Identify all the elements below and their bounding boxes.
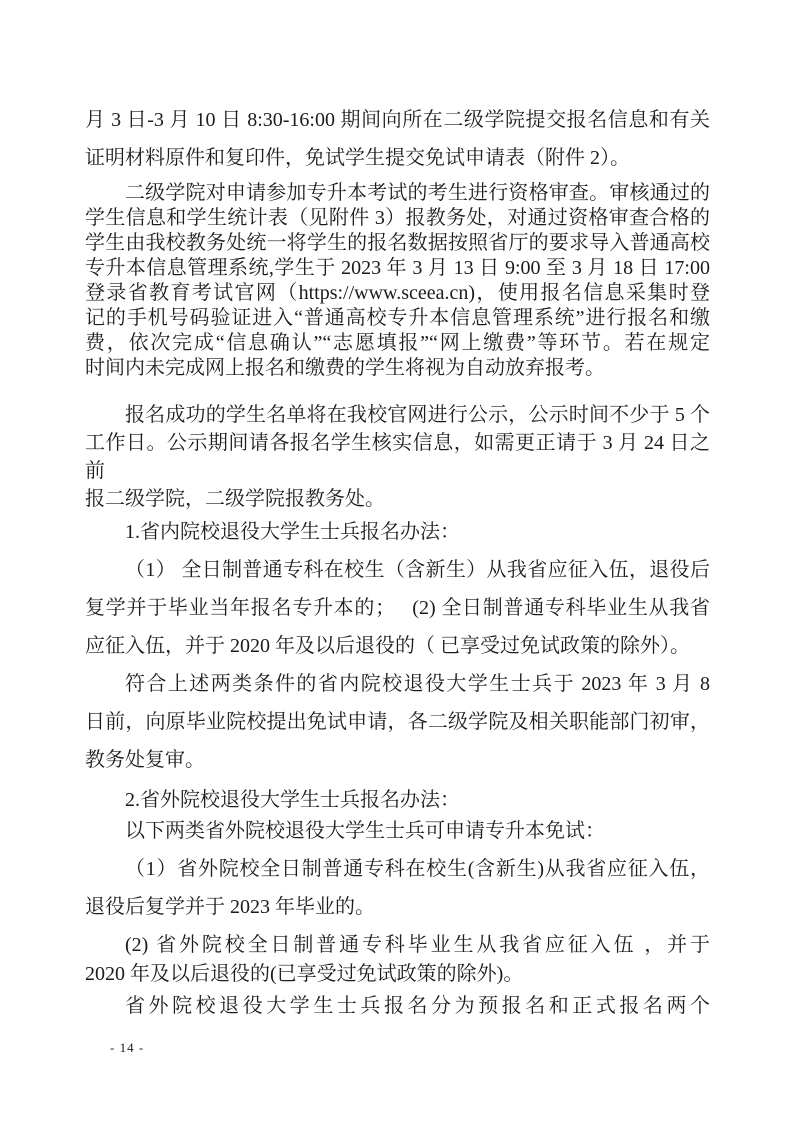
text-line: 登录省教育考试官网（https://www.sceea.cn)，使用报名信息采集时登 xyxy=(85,282,710,304)
para-public-notice xyxy=(85,401,710,513)
text-line: （1）省外院校全日制普通专科在校生(含新生)从我省应征入伍， xyxy=(125,858,710,880)
text-line: 记的手机号码验证进入“普通高校专升本信息管理系统”进行报名和缴 xyxy=(85,307,710,329)
text-line: 证明材料原件和复印件，免试学生提交免试申请表（附件 2）。 xyxy=(85,147,630,169)
text-line: 学生由我校教务处统一将学生的报名数据按照省厅的要求导入普通高校 xyxy=(85,232,710,254)
text-line: 工作日。公示期间请各报名学生核实信息，如需更正请于 3 月 24 日之前 xyxy=(85,432,710,482)
para-out-province-condition-2 xyxy=(85,928,710,986)
heading-item-1-in-province xyxy=(85,513,710,551)
text-line: 费，依次完成“信息确认”“志愿填报”“网上缴费”等环节。若在规定 xyxy=(85,332,710,354)
text-line: 月 3 日-3 月 10 日 8:30-16:00 期间向所在二级学院提交报名信息和有关 xyxy=(85,109,710,131)
text-line: 退役后复学并于 2023 年毕业的。 xyxy=(85,896,375,918)
text-line: 报名成功的学生名单将在我校官网进行公示，公示时间不少于 5 个 xyxy=(125,404,710,426)
para-out-province-two-stages xyxy=(85,989,710,1018)
text-line: 以下两类省外院校退役大学生士兵可申请专升本免试： xyxy=(125,820,605,842)
text-line: 专升本信息管理系统,学生于 2023 年 3 月 13 日 9:00 至 3 月 18 日 17:00 xyxy=(85,257,710,279)
text-line: 应征入伍，并于 2020 年及以后退役的（ 已享受过免试政策的除外）。 xyxy=(85,635,690,657)
para-in-province-apply xyxy=(85,665,710,779)
text-line: 2020 年及以后退役的(已享受过免试政策的除外)。 xyxy=(85,963,524,985)
text-line: 学生信息和学生统计表（见附件 3）报教务处，对通过资格审查合格的 xyxy=(85,207,710,229)
text-line: 复学并于毕业当年报名专升本的； (2) 全日制普通专科毕业生从我省 xyxy=(85,597,710,619)
text-line: 2.省外院校退役大学生士兵报名办法： xyxy=(125,789,460,811)
document-body xyxy=(85,101,710,1018)
text-line: （1） 全日制普通专科在校生（含新生）从我省应征入伍，退役后 xyxy=(125,559,710,581)
text-line: 省外院校退役大学生士兵报名分为预报名和正式报名两个 xyxy=(125,995,710,1017)
text-line: (2) 省外院校全日制普通专科毕业生从我省应征入伍 ，并于 xyxy=(125,934,710,956)
text-line: 日前，向原毕业院校提出免试申请，各二级学院及相关职能部门初审， xyxy=(85,711,710,733)
text-line: 二级学院对申请参加专升本考试的考生进行资格审查。审核通过的 xyxy=(125,182,710,204)
para-qualification-review xyxy=(85,181,710,381)
para-out-province-condition-1 xyxy=(85,850,710,926)
para-out-province-intro xyxy=(85,812,710,850)
page-number: - 14 - xyxy=(110,1040,145,1055)
text-line: 报二级学院，二级学院报教务处。 xyxy=(85,488,385,510)
text-line: 时间内未完成网上报名和缴费的学生将视为自动放弃报考。 xyxy=(85,357,605,379)
text-line: 教务处复审。 xyxy=(85,749,205,771)
text-line: 符合上述两类条件的省内院校退役大学生士兵于 2023 年 3 月 8 xyxy=(125,673,710,695)
heading-item-2-out-province xyxy=(85,783,710,812)
text-line: 1.省内院校退役大学生士兵报名办法： xyxy=(125,521,460,543)
para-submit-materials xyxy=(85,101,710,177)
para-in-province-conditions xyxy=(85,551,710,665)
